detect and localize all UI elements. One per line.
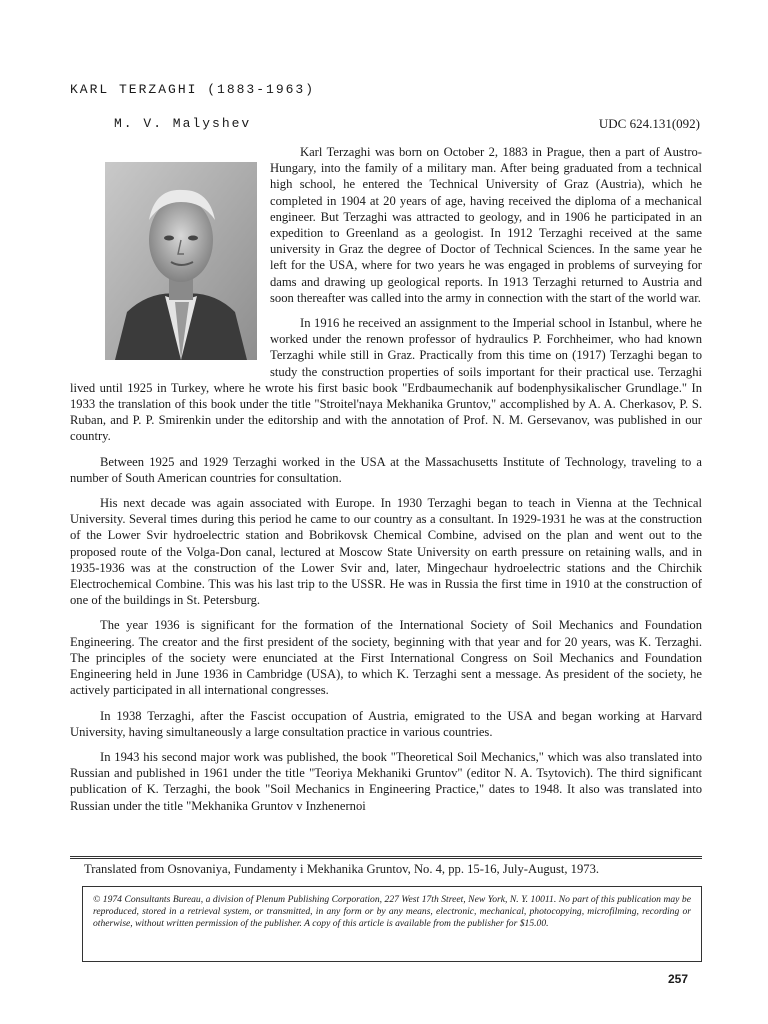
- paragraph: His next decade was again associated with Europe. In 1930 Terzaghi began to teach in Vienna at the Technical University. Several times during this period he came to our country as a consultant. In 1929-1931 he was at the construction of the Lower Svir hydroelectric station and Bobrikovsk Chemical Combine, advised on the plan and went out to the proposed route of the Volga-Don canal, lectured at Moscow State University on earth pressure on retaining walls, and in 1935-1936 was at the construction of the Lower Svir and, later, Mingechaur hydroelectric stations and the Chirchik Electrochemical Combine. This was his last trip to the USSR. He was in Russia the first time in 1910 at the construction of one of the buildings in St. Petersburg.: [70, 496, 702, 608]
- copyright-box: © 1974 Consultants Bureau, a division of Plenum Publishing Corporation, 227 West 17th Street, New York, N. Y. 10011. No part of this publication may be reproduced, stored in a retrieval system, or transmitted, in any form or by any means, electronic, mechanical, photocopying, microfilming, recording or otherwise, without written permission of the publisher. A copy of this article is available from the publisher for $15.00.: [82, 886, 702, 962]
- article-body: [70, 144, 702, 823]
- paragraph: Karl Terzaghi was born on October 2, 1883 in Prague, then a part of Austro-Hungary, into the family of a military man. After being graduated from a technical high school, he entered the Technical University of Graz (Austria), which he completed in 1904 at 20 years of age, having received the diploma of a mechanical engineer. But Terzaghi was attracted to geology, and in 1906 he participated in an expedition to Greenland as a geologist. In 1912 Terzaghi received at the same university in Graz the degree of Doctor of Technical Sciences. In the same year he left for the USA, where for two years he was engaged in problems of surveying for dams and drawing up geological reports. In 1913 Terzaghi returned to Austria and soon thereafter was called into the army in connection with the start of the world war.: [270, 145, 702, 305]
- page-number: 257: [667, 972, 688, 986]
- paragraph: The year 1936 is significant for the formation of the International Society of Soil Mechanics and Foundation Engineering. The creator and the first president of the society, beginning with that year and for 20 years, was K. Terzaghi. The principles of the society were enunciated at the First International Congress on Soil Mechanics and Foundation Engineering held in June 1936 in Cambridge (USA), to which K. Terzaghi sent a message. As president of the society, he actively participated in all international congresses.: [70, 618, 702, 698]
- paragraph: In 1916 he received an assignment to the Imperial school in Istanbul, where he worked under the renown professor of hydraulics P. Forchheimer, who had known Terzaghi while still in Graz. Practically from this time on (1917) Terzaghi began to study the construction properties of soils important for their practical use. Terzaghi lived until 1925 in Turkey, where he wrote his first basic book "Erdbaumechanik auf bodenphysikalischer Grundlage." In 1933 the translation of this book under the title "Stroitel'naya Mekhanika Gruntov," accomplished by A. A. Cherkasov, P. S. Ruban, and P. P. Smirenkin under the editorship and with the annotation of Prof. N. M. Gersevanov, was published in our country.: [70, 316, 702, 444]
- paragraph: In 1938 Terzaghi, after the Fascist occupation of Austria, emigrated to the USA and began working at Harvard University, having simultaneously a large consultation practice in various countries.: [70, 708, 702, 739]
- udc-code: UDC 624.131(092): [598, 116, 700, 131]
- paragraph: Between 1925 and 1929 Terzaghi worked in the USA at the Massachusetts Institute of Technology, traveling to a number of South American countries for consultation.: [70, 454, 702, 485]
- article-title: KARL TERZAGHI (1883-1963): [70, 82, 316, 97]
- paragraph: In 1943 his second major work was published, the book "Theoretical Soil Mechanics," which was also translated into Russian and published in 1961 under the title "Teoriya Mekhaniki Gruntov" (editor N. A. Tsytovich). The third significant publication of K. Terzaghi, the book "Soil Mechanics in Engineering Practice," dates to 1948. It also was translated into Russian under the title "Mekhanika Gruntov v Inzhenernoi: [70, 749, 702, 813]
- footer-divider: [70, 856, 702, 857]
- translation-note: Translated from Osnovaniya, Fundamenty i Mekhanika Gruntov, No. 4, pp. 15-16, July-August, 1973.: [84, 862, 600, 876]
- author-name: M. V. Malyshev: [114, 116, 252, 131]
- footer-divider: [70, 858, 702, 859]
